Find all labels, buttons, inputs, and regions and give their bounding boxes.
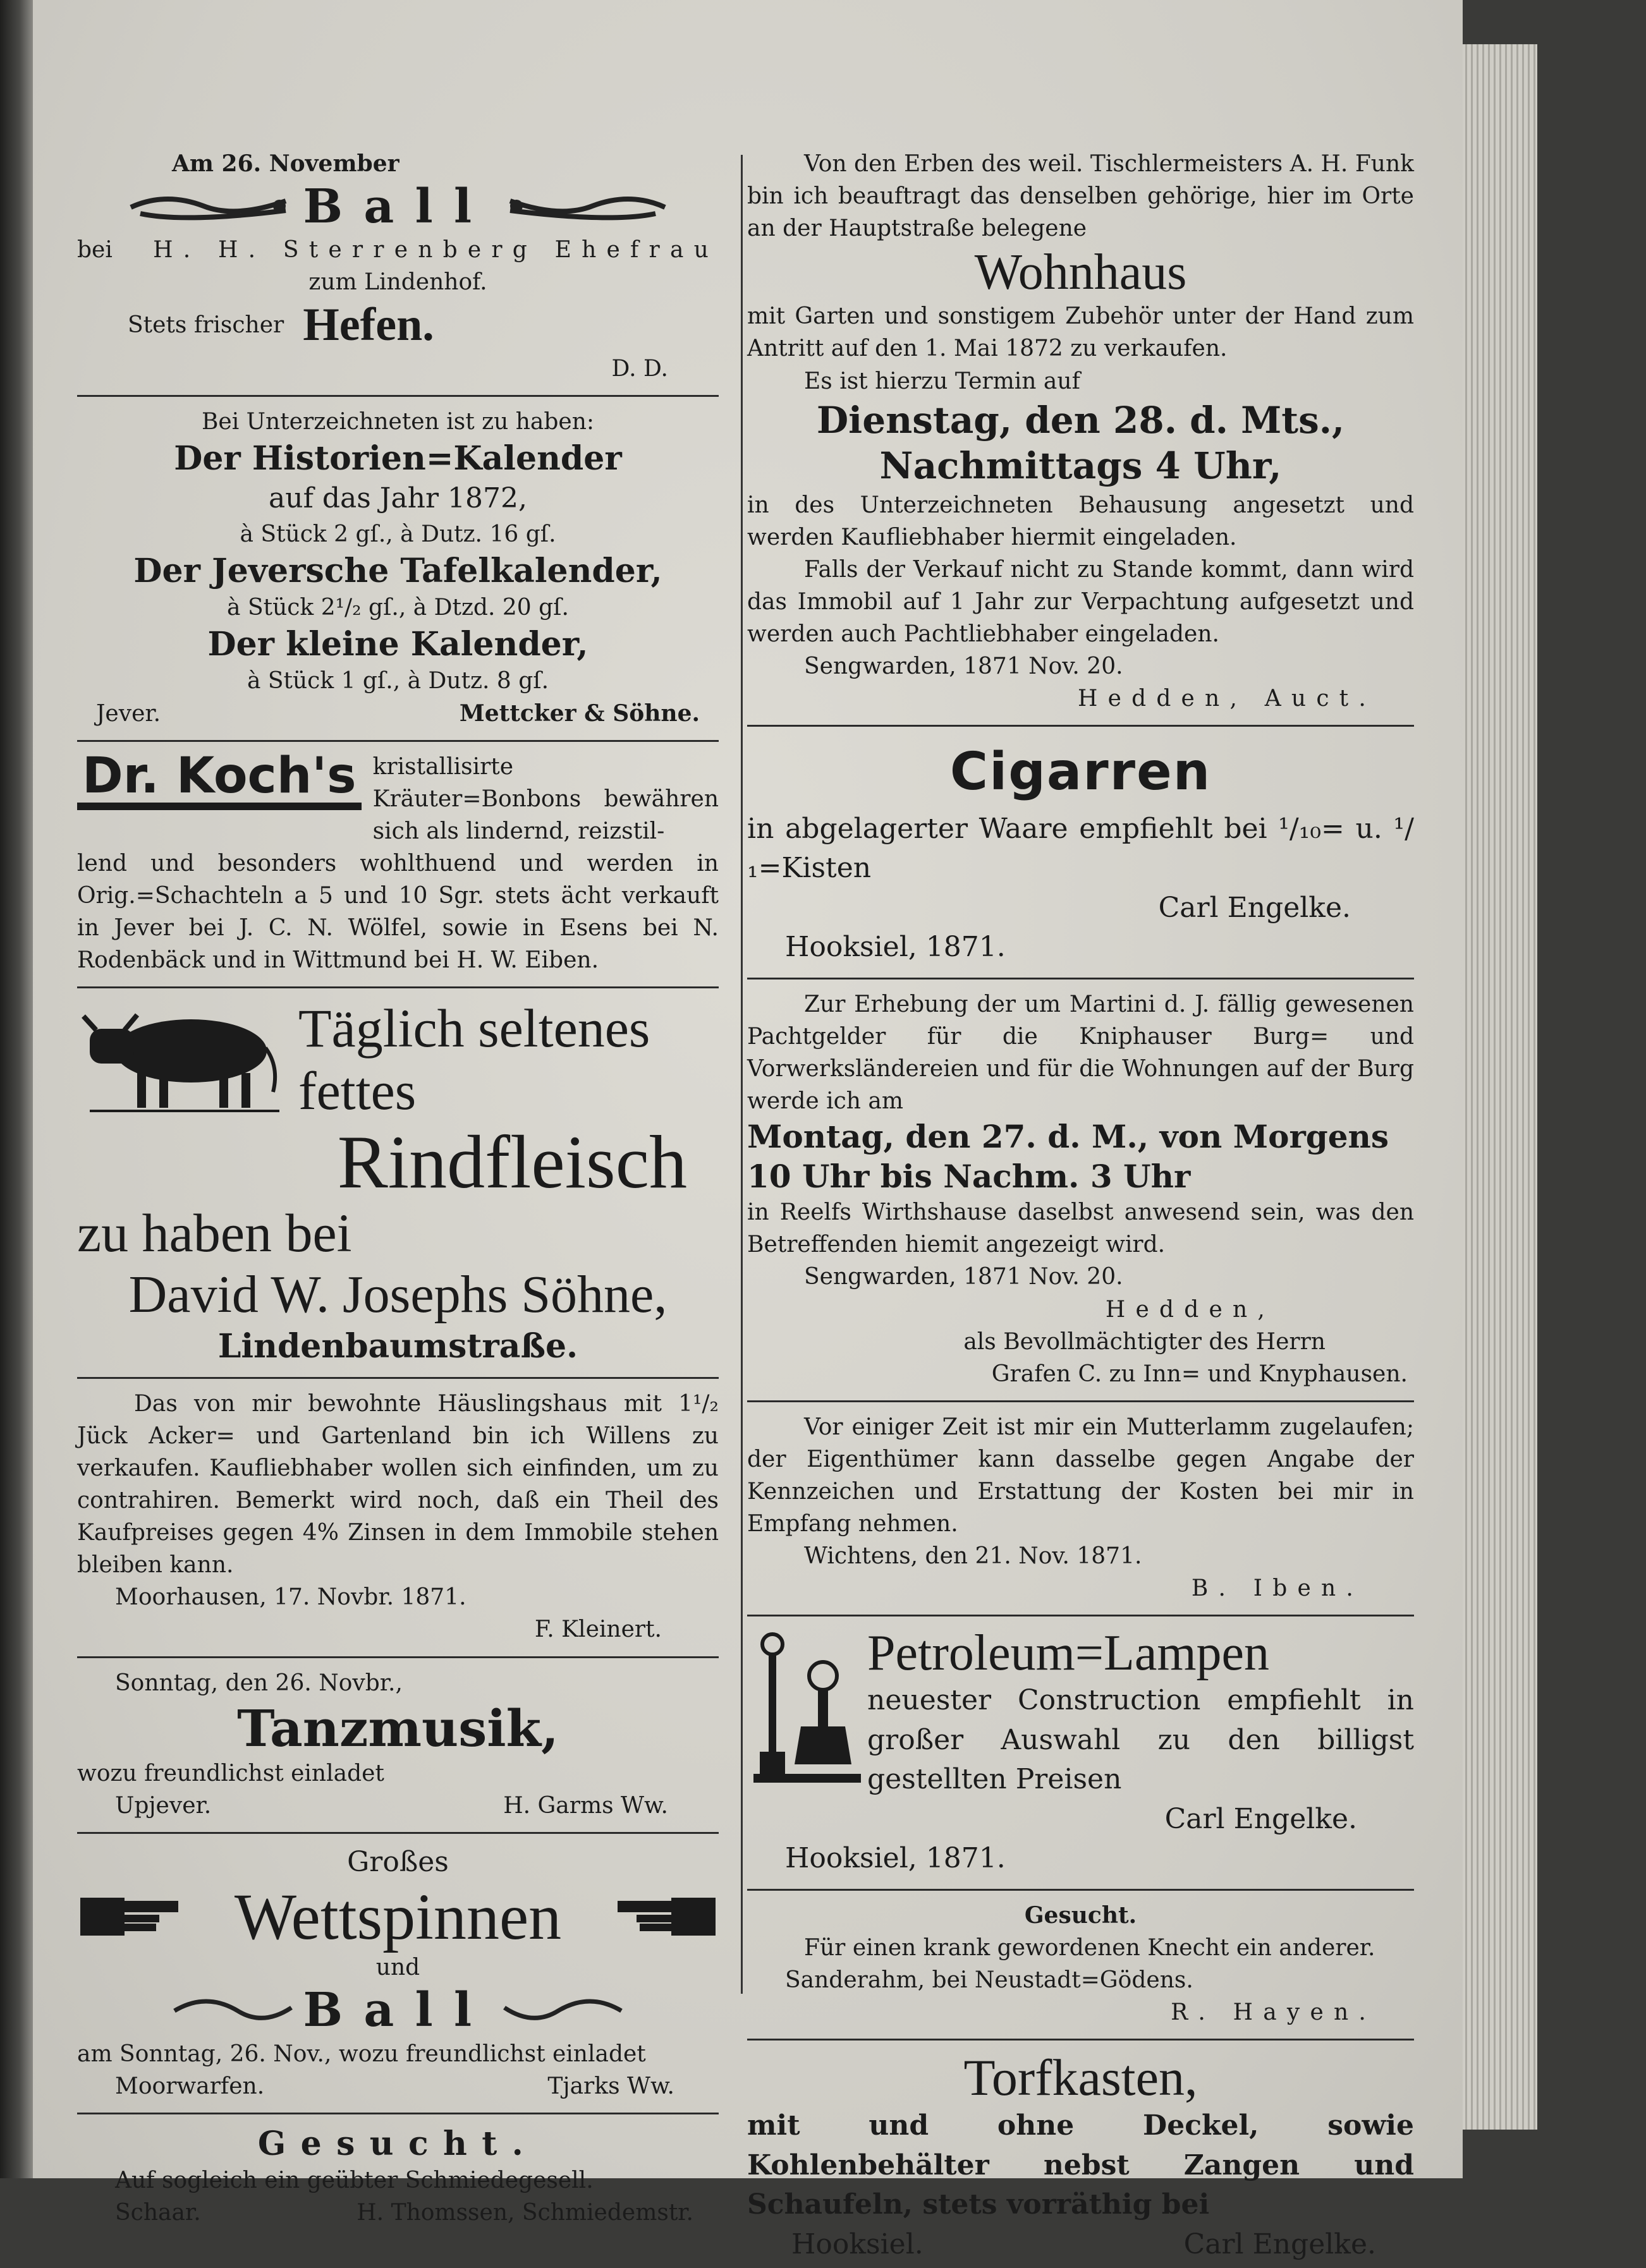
kalender-year: auf das Jahr 1872, — [269, 482, 527, 514]
page-edge — [1460, 44, 1537, 2130]
wett-line-4: Ball — [303, 1983, 493, 2038]
hefen-title: Hefen. — [303, 299, 434, 351]
divider — [747, 1615, 1414, 1616]
ball-title: Ball — [303, 179, 493, 234]
kalender-title-3: Der kleine Kalender, — [207, 625, 588, 664]
wohn-intro: Von den Erben des weil. Tischlermeisters A. H. Funk bin ich beauftragt das denselben gehörige, hier im Orte an der Hauptstraße belegene — [747, 151, 1414, 242]
ball-title-row — [77, 180, 719, 234]
rind-line-5: David W. Josephs Söhne, — [128, 1265, 668, 1325]
wohn-body-1: mit Garten und sonstigem Zubehör unter der Hand zum Antritt auf den 1. Mai 1872 zu verkaufen. — [747, 303, 1414, 362]
wett-line-3: und — [375, 1955, 420, 1981]
knecht-body: Für einen krank gewordenen Knecht ein anderer. — [804, 1934, 1375, 1961]
cig-sign: Carl Engelke. — [1158, 891, 1351, 924]
ad-mutterlamm — [747, 1409, 1414, 1609]
wett-line-1: Großes — [347, 1845, 449, 1878]
ad-pachtgelder — [747, 986, 1414, 1394]
haus-sign: F. Kleinert. — [534, 1616, 662, 1643]
pacht-body-2: in Reelfs Wirthshause daselbst anwesend sein, was den Betreffenden hiemit angezeigt wird. — [747, 1199, 1414, 1258]
kalender-intro: Bei Unterzeichneten ist zu haben: — [201, 408, 595, 435]
left-column — [77, 145, 719, 2233]
ad-wohnhaus — [747, 145, 1414, 719]
ad-torfkasten — [747, 2047, 1414, 2268]
divider — [77, 2113, 719, 2114]
ad-wettspinnen — [77, 1840, 719, 2106]
wett-place: Moorwarfen. — [115, 2073, 265, 2099]
schmied-body: Auf sogleich ein geübter Schmiedegesell. — [115, 2167, 594, 2193]
ad-kalender — [77, 403, 719, 734]
schmied-sign: H. Thomssen, Schmiedemstr. — [357, 2199, 693, 2226]
divider — [77, 986, 719, 988]
column-rule — [741, 155, 743, 1994]
kalender-price-2: à Stück 2¹/₂ gſ., à Dtzd. 20 gſ. — [227, 595, 569, 621]
wett-sign: Tjarks Ww. — [547, 2073, 674, 2099]
divider — [77, 395, 719, 397]
kalender-price-3: à Stück 1 gſ., à Dutz. 8 gſ. — [247, 668, 549, 694]
rind-line-2: fettes — [298, 1060, 417, 1122]
ball-at: bei — [77, 237, 113, 264]
pacht-date: Sengwarden, 1871 Nov. 20. — [804, 1264, 1123, 1290]
ox-icon — [77, 997, 286, 1117]
kalender-title-1: Der Historien=Kalender — [174, 439, 622, 478]
ornament-left-icon — [168, 1992, 295, 2030]
kalender-price-1: à Stück 2 gſ., à Dutz. 16 gſ. — [240, 521, 556, 548]
schmied-title: Gesucht. — [257, 2124, 539, 2163]
haus-date: Moorhausen, 17. Novbr. 1871. — [115, 1584, 466, 1611]
rind-line-4: zu haben bei — [77, 1203, 352, 1264]
wohn-body-2: in des Unterzeichneten Behausung angesetzt und werden Kaufliebhaber hiermit eingeladen. — [747, 492, 1414, 550]
ball-place: zum Lindenhof. — [308, 269, 487, 296]
lamm-body: Vor einiger Zeit ist mir ein Mutterlamm zugelaufen; der Eigenthümer kann dasselbe gegen Angabe der Kennzeichen und Erstattung der Kosten bei mir in Empfang nehmen. — [747, 1414, 1414, 1537]
ad-koch-bonbons — [77, 748, 719, 981]
divider — [77, 1377, 719, 1379]
kalender-title-2: Der Jeversche Tafelkalender, — [133, 552, 662, 591]
ad-petroleum-lampen — [747, 1623, 1414, 1882]
pacht-body: Zur Erhebung der um Martini d. J. fällig gewesenen Pachtgelder für die Kniphauser Burg= und Vorwerksländereien und für die Wohnungen auf der Burg werde ich am — [747, 991, 1414, 1115]
knecht-title: Gesucht. — [1024, 1901, 1137, 1929]
wohn-day: Dienstag, den 28. d. Mts., — [816, 398, 1345, 442]
pacht-day: Montag, den 27. d. M., von Morgens 10 Uhr bis Nachm. 3 Uhr — [747, 1118, 1389, 1195]
knecht-place: Sanderahm, bei Neustadt=Gödens. — [785, 1967, 1193, 1994]
divider — [77, 1832, 719, 1834]
pointing-hand-right-icon — [77, 1882, 185, 1951]
ad-rindfleisch — [77, 995, 719, 1370]
pointing-hand-left-icon — [611, 1882, 719, 1951]
lamm-date: Wichtens, den 21. Nov. 1871. — [804, 1543, 1142, 1570]
ad-tanzmusik — [77, 1665, 719, 1826]
divider — [77, 1656, 719, 1658]
torf-sign: Carl Engelke. — [1183, 2228, 1376, 2260]
ornament-right-icon — [501, 1992, 628, 2030]
rind-line-3: Rindfleisch — [337, 1120, 687, 1204]
torf-title: Torfkasten, — [963, 2049, 1198, 2107]
wohn-date: Sengwarden, 1871 Nov. 20. — [804, 653, 1123, 680]
torf-place: Hooksiel. — [791, 2228, 924, 2260]
pacht-sign-1: Hedden, — [1105, 1296, 1275, 1323]
lamm-sign: B. Iben. — [1191, 1575, 1363, 1602]
right-column — [747, 145, 1414, 2268]
koch-side-text: kristallisirte Kräuter=Bonbons bewähren sich als lindernd, reizstil- — [372, 753, 719, 844]
ornament-left-icon — [128, 188, 292, 226]
tanz-title: Tanzmusik, — [237, 1698, 559, 1758]
pacht-sign-3: Grafen C. zu Inn= und Knyphausen. — [991, 1361, 1408, 1387]
tanz-invite: wozu freundlichst einladet — [77, 1760, 384, 1786]
rind-line-6: Lindenbaumstraße. — [217, 1326, 578, 1366]
ad-schmiedegesell — [77, 2121, 719, 2233]
ball-date: Am 26. November — [172, 150, 399, 177]
wohn-time: Nachmittags 4 Uhr, — [879, 444, 1282, 488]
cig-title: Cigarren — [949, 742, 1212, 803]
divider — [747, 978, 1414, 979]
ad-haeuslingshaus — [77, 1385, 719, 1650]
koch-name: Dr. Koch's — [77, 751, 362, 810]
ball-host: H. H. Sterrenberg Ehefrau — [153, 237, 719, 264]
divider — [77, 740, 719, 742]
wett-line-2: Wettspinnen — [234, 1880, 562, 1953]
divider — [747, 725, 1414, 727]
torf-body: mit und ohne Deckel, sowie Kohlenbehälter nebst Zangen und Schaufeln, stets vorräthig bei — [747, 2109, 1414, 2221]
fresh-label: Stets frischer — [128, 312, 284, 339]
rind-line-1: Täglich seltenes — [298, 998, 650, 1059]
kalender-place: Jever. — [96, 700, 161, 727]
haus-body: Das von mir bewohnte Häuslingshaus mit 1¹/₂ Jück Acker= und Gartenland bin ich Willens zu verkaufen. Kaufliebhaber wollen sich einfinden, um zu contrahiren. Bemerkt wird noch, daß ein Theil des Kaufpreises gegen 4% Zinsen in dem Immobile stehen bleiben kann. — [77, 1390, 719, 1579]
pacht-sign-2: als Bevollmächtigter des Herrn — [963, 1328, 1326, 1355]
divider — [747, 2039, 1414, 2041]
wohn-body-3: Falls der Verkauf nicht zu Stande kommt, dann wird das Immobil auf 1 Jahr zur Verpachtung aufgesetzt und werden auch Pachtliebhaber eingeladen. — [747, 556, 1414, 648]
cig-body: in abgelagerter Waare empfiehlt bei ¹/₁₀= u. ¹/₁=Kisten — [747, 812, 1414, 885]
wohn-termin: Es ist hierzu Termin auf — [804, 368, 1080, 394]
ornament-right-icon — [504, 188, 668, 226]
wohn-title: Wohnhaus — [974, 245, 1187, 301]
lampen-title: Petroleum=Lampen — [867, 1625, 1270, 1682]
knecht-sign: R. Hayen. — [1171, 1999, 1376, 2026]
lampen-place: Hooksiel, 1871. — [785, 1842, 1006, 1875]
lampen-sign: Carl Engelke. — [1164, 1802, 1357, 1835]
divider — [747, 1889, 1414, 1891]
kalender-sign: Mettcker & Söhne. — [459, 700, 700, 727]
tanz-date: Sonntag, den 26. Novbr., — [115, 1670, 403, 1696]
divider — [747, 1400, 1414, 1402]
ball-sign: D. D. — [611, 355, 668, 382]
tanz-place: Upjever. — [115, 1792, 212, 1819]
cig-place: Hooksiel, 1871. — [785, 931, 1006, 964]
schmied-place: Schaar. — [115, 2199, 201, 2226]
ad-ball-lindenhof — [77, 145, 719, 389]
wohn-sign: Hedden, Auct. — [1077, 686, 1376, 712]
ad-knecht — [747, 1897, 1414, 2032]
koch-body: lend und besonders wohlthuend und werden in Orig.=Schachteln a 5 und 10 Sgr. stets ächt verkauft in Jever bei J. C. N. Wölfel, sowie in Esens bei N. Rodenbäck und in Wittmund bei H. W. Eiben. — [77, 850, 719, 974]
wett-line-5: am Sonntag, 26. Nov., wozu freundlichst einladet — [77, 2041, 646, 2067]
lamp-icon — [747, 1625, 861, 1790]
book-binding — [0, 0, 33, 2178]
tanz-sign: H. Garms Ww. — [503, 1792, 668, 1819]
newspaper-page — [33, 0, 1463, 2260]
lampen-body: neuester Construction empfiehlt in großer Auswahl zu den billigst gestellten Preisen — [867, 1684, 1414, 1796]
ad-cigarren — [747, 733, 1414, 971]
